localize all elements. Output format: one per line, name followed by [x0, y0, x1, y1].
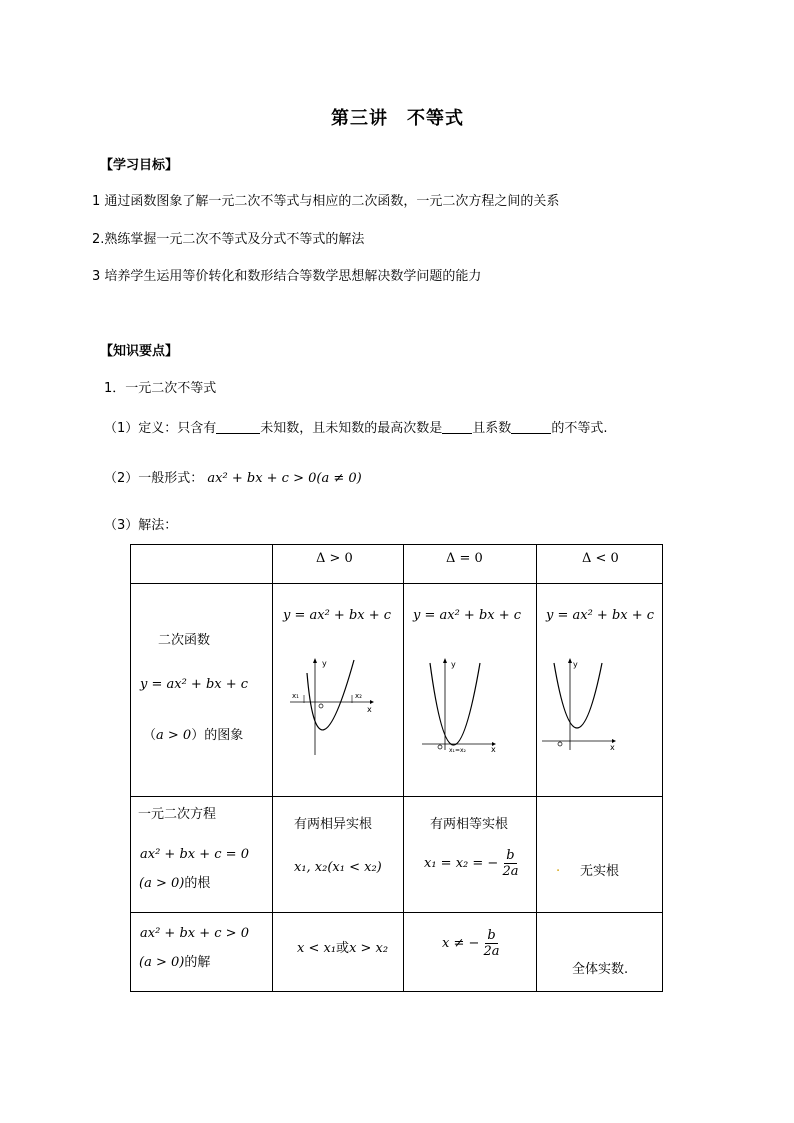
row1-cond: [143, 724, 243, 743]
graph2-x-label: x: [491, 745, 496, 754]
row2-cond-math: (a > 0): [139, 876, 185, 891]
row1-cond-tail: ）的图象: [191, 728, 244, 743]
general-form-line: [104, 467, 362, 486]
row2-c1-math: x₁, x₂(x₁ < x₂): [294, 860, 382, 875]
row3-c2-fraction: [484, 928, 500, 959]
general-form-formula: ax² + bx + c > 0(a ≠ 0): [207, 471, 362, 486]
row3-cond-tail: 的解: [184, 955, 211, 970]
blank-2: [442, 420, 472, 434]
graph2-x12-label: x₁=x₂: [449, 747, 466, 754]
graph-two-roots: [282, 655, 382, 760]
header-delta-negative: Δ < 0: [582, 551, 619, 566]
page-title: 第三讲 不等式: [331, 108, 464, 129]
definition-part-a: （1）定义：只含有: [104, 421, 217, 436]
graph2-y-label: y: [451, 660, 456, 669]
row3-c1: [297, 937, 388, 956]
general-form-label: （2）一般形式：: [104, 471, 204, 486]
row2-c3-text: 无实根: [580, 864, 620, 879]
method-label: （3）解法：: [104, 518, 178, 533]
definition-part-d: 的不等式.: [551, 421, 608, 436]
row3-c2: [442, 928, 500, 959]
graph3-y-label: y: [573, 660, 578, 669]
goals-heading: 【学习目标】: [100, 158, 179, 173]
graph1-x-label: x: [367, 705, 372, 714]
graph3-x-label: x: [610, 743, 615, 752]
row2-cond-tail: 的根: [184, 876, 211, 891]
goal-item-3: 3 培养学生运用等价转化和数形结合等数学思想解决数学问题的能力: [92, 269, 482, 284]
blank-1: [216, 420, 260, 434]
graph-no-roots: [540, 655, 625, 755]
row3-cond-math: (a > 0): [139, 955, 185, 970]
goal-item-2: 2.熟练掌握一元二次不等式及分式不等式的解法: [92, 232, 365, 247]
row2-c2-denominator: 2a: [502, 864, 519, 879]
row3-c2-numerator: b: [487, 928, 496, 943]
graph3-func: y = ax² + bx + c: [546, 608, 655, 623]
row2-c3-dot: .: [556, 860, 561, 875]
graph1-x1-label: x₁: [292, 692, 299, 700]
header-delta-zero: Δ = 0: [446, 551, 483, 566]
row2-label: 一元二次方程: [138, 807, 217, 822]
row2-cond: [139, 872, 210, 891]
row3-cond: [139, 951, 210, 970]
graph1-y-label: y: [322, 659, 327, 668]
row3-inequality: ax² + bx + c > 0: [140, 926, 249, 941]
definition-part-c: 且系数: [472, 421, 512, 436]
definition-part-b: 未知数，且未知数的最高次数是: [260, 421, 443, 436]
knowledge-heading: 【知识要点】: [100, 344, 179, 359]
graph1-x2-label: x₂: [355, 692, 362, 700]
graph1-func: y = ax² + bx + c: [283, 608, 392, 623]
row1-func: y = ax² + bx + c: [140, 677, 249, 692]
row1-label: 二次函数: [158, 633, 211, 648]
definition-line: [104, 417, 607, 436]
graph-double-root: [418, 655, 503, 755]
row2-c2-formula: [424, 848, 518, 879]
row3-c3-text: 全体实数.: [572, 962, 629, 977]
row3-c1-a: x < x₁: [297, 941, 337, 956]
row3-c1-b: x > x₂: [349, 941, 389, 956]
blank-3: [511, 420, 551, 434]
row2-c2-lhs: x₁ = x₂ = −: [424, 856, 499, 871]
section-title: 1．一元二次不等式: [104, 381, 217, 396]
header-delta-positive: Δ > 0: [316, 551, 353, 566]
row1-cond-open: （: [143, 728, 157, 743]
row3-c1-or: 或: [336, 941, 350, 956]
row2-equation: ax² + bx + c = 0: [140, 847, 249, 862]
row2-c2-fraction: [502, 848, 518, 879]
row3-c2-lhs: x ≠ −: [442, 936, 480, 951]
row2-c2-text: 有两相等实根: [430, 817, 509, 832]
row2-c2-numerator: b: [506, 848, 515, 863]
goal-item-1: 1 通过函数图象了解一元二次不等式与相应的二次函数，一元二次方程之间的关系: [92, 194, 560, 209]
graph2-func: y = ax² + bx + c: [413, 608, 522, 623]
row2-c1-text: 有两相异实根: [294, 817, 373, 832]
row1-cond-math: a > 0: [156, 728, 192, 743]
row3-c2-denominator: 2a: [483, 944, 500, 959]
